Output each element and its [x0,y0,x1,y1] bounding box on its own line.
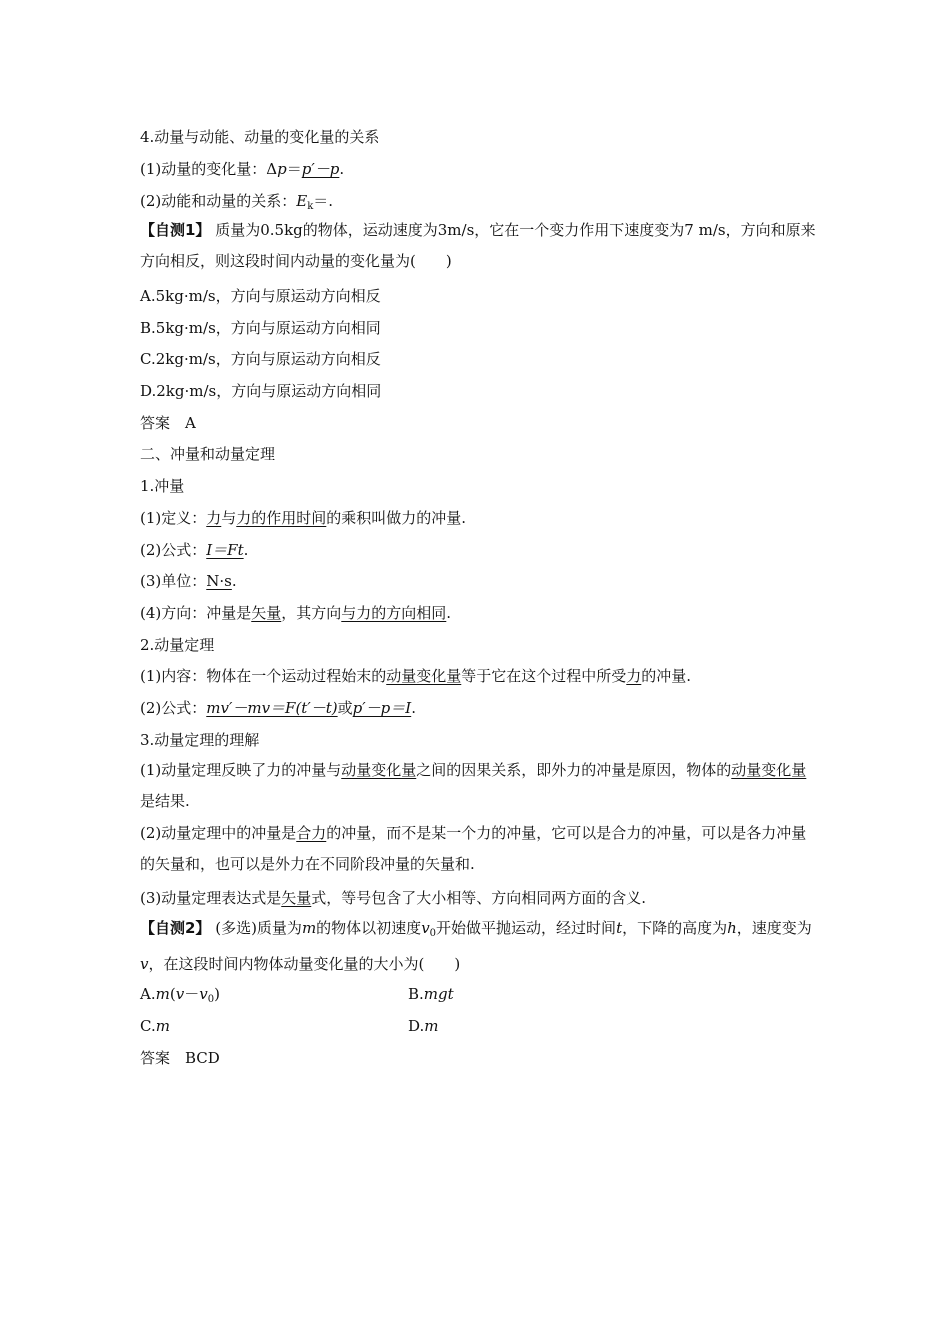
period: . [446,604,452,622]
option-d: D.2kg·m/s，方向与原运动方向相同 [140,382,382,400]
period: . [243,541,249,559]
underline-same-direction: 与力的方向相同 [341,604,447,622]
underline-unit: N·s [206,572,232,590]
relation-end: ＝. [313,192,334,210]
formula-label: (2)公式： [140,699,207,717]
self-test-2-question [140,913,820,980]
var-v: v [175,985,185,1003]
subscript-0: 0 [207,994,215,1005]
underline-vector: 矢量 [281,889,312,907]
subsection-impulse: 1.冲量 [140,477,185,495]
period: . [231,572,237,590]
underline-net-force: 合力 [296,824,327,842]
var-m: m [301,919,317,937]
point-end: 的冲量，而不是某一个力的冲量，它可以是合力的冲量，可以是各力冲量的矢量和，也可以是外力在不同阶段冲量的矢量和. [140,824,807,873]
option-row-ab [140,984,820,1010]
option-c: C.2kg·m/s，方向与原运动方向相反 [140,350,381,368]
section-4-title: 4.动量与动能、动量的变化量的关系 [140,128,380,146]
var-E: E [296,192,308,210]
def-and: 与 [221,509,237,527]
underline-force: 力 [206,509,222,527]
option-b-label: B. [408,985,424,1003]
underline-formula-2: p′－p＝I [352,699,412,717]
option-d-value: m [424,1017,439,1035]
option-row-cd [140,1016,820,1036]
underline-momentum-change-2: 动量变化量 [731,761,807,779]
q-text: (多选)质量为 [215,919,302,937]
var-v2: v [140,955,149,973]
relation-label: (2)动能和动量的关系： [140,192,297,210]
underline-force: 力 [626,667,642,685]
var-t: t [616,919,623,937]
subscript-0: 0 [429,928,437,939]
subsection-understanding: 3.动量定理的理解 [140,731,260,749]
option-c-label: C. [140,1017,156,1035]
subscript-k: k [307,201,314,212]
theorem-formula [140,698,820,718]
formula-or: 或 [337,699,353,717]
paren-open: ( [169,985,176,1003]
q-text: ，速度变为 [736,919,812,937]
content-label: (1)内容：物体在一个运动过程始末的 [140,667,387,685]
option-d-label: D. [408,1017,425,1035]
point-text: (3)动量定理表达式是 [140,889,282,907]
answer-1: 答案 A [140,414,196,432]
subsection-theorem: 2.动量定理 [140,636,215,654]
understanding-point-1 [140,755,820,817]
option-c-value: m [155,1017,170,1035]
var-p: p [277,160,287,178]
understanding-point-2 [140,818,820,880]
option-c [140,1017,170,1035]
point-mid: 之间的因果关系，即外力的冲量是原因，物体的 [416,761,732,779]
underline-momentum-change: 动量变化量 [386,667,462,685]
q-text: ，在这段时间内物体动量变化量的大小为( ) [148,955,461,973]
period: . [411,699,416,717]
formula-label: (2)公式： [140,541,207,559]
underlined-answer: p′－p [301,160,340,178]
var-v: v [421,919,430,937]
direction-label: (4)方向：冲量是 [140,604,252,622]
equals-sign: ＝ [286,160,302,178]
impulse-unit [140,571,820,591]
paren-close: ) [214,985,220,1003]
unit-label: (3)单位： [140,572,207,590]
formula-label: (1)动量的变化量：Δ [140,160,278,178]
def-end: 的乘积叫做力的冲量. [326,509,467,527]
option-d [408,1016,439,1036]
underline-formula: I＝Ft [206,541,244,559]
self-test-tag: 【自测2】 [140,919,211,937]
theorem-content [140,666,820,686]
answer-2: 答案 BCD [140,1049,220,1067]
kinetic-energy-relation [140,191,820,217]
impulse-formula [140,540,820,560]
underline-time: 力的作用时间 [236,509,327,527]
var-h: h [727,919,737,937]
underline-formula-1: mv′－mv＝F(t′－t) [206,699,338,717]
point-text: (2)动量定理中的冲量是 [140,824,297,842]
option-b: B.5kg·m/s，方向与原运动方向相同 [140,319,381,337]
underline-momentum-change: 动量变化量 [341,761,417,779]
period: . [339,160,345,178]
question-text: 质量为0.5kg的物体，运动速度为3m/s，它在一个变力作用下速度变为7 m/s，方向和原来方向相反，则这段时间内动量的变化量为( ) [140,221,816,270]
var-m: m [155,985,170,1003]
section-heading-impulse: 二、冲量和动量定理 [140,445,276,463]
direction-mid: ，其方向 [281,604,342,622]
underline-vector: 矢量 [251,604,282,622]
def-label: (1)定义： [140,509,207,527]
content-end: 的冲量. [641,667,692,685]
q-text: ，下降的高度为 [622,919,728,937]
var-v0: v [199,985,208,1003]
q-text: 的物体以初速度 [316,919,422,937]
self-test-1-question [140,215,820,277]
minus-sign: － [184,985,200,1003]
understanding-point-3 [140,888,820,908]
option-b-value: mgt [423,985,454,1003]
point-end: 是结果. [140,792,190,810]
self-test-tag: 【自测1】 [140,221,211,239]
impulse-definition [140,508,820,528]
option-a: A.5kg·m/s，方向与原运动方向相反 [140,287,381,305]
option-a-label: A. [140,985,156,1003]
content-mid: 等于它在这个过程中所受 [461,667,627,685]
option-a [140,985,220,1003]
impulse-direction [140,603,820,623]
point-end: 式，等号包含了大小相等、方向相同两方面的含义. [311,889,647,907]
momentum-change-formula [140,159,820,179]
option-b [408,984,454,1004]
point-text: (1)动量定理反映了力的冲量与 [140,761,342,779]
q-text: 开始做平抛运动，经过时间 [436,919,617,937]
